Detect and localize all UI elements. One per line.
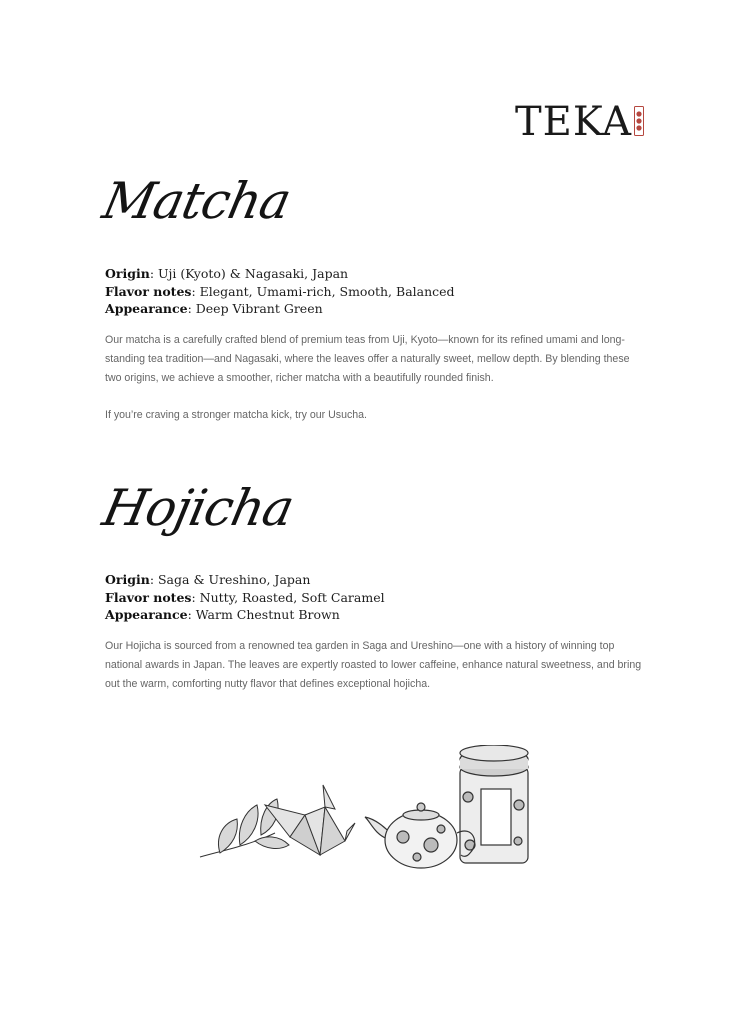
matcha-specs (105, 265, 455, 318)
tea-illustration (195, 745, 540, 875)
matcha-usucha-note: If you’re craving a stronger matcha kick, try our Usucha. (105, 409, 368, 421)
section-title-matcha: Matcha (97, 172, 296, 230)
spec-flavor-notes: Flavor notes: Elegant, Umami-rich, Smooth, Balanced (105, 283, 455, 299)
spec-origin: Origin: Uji (Kyoto) & Nagasaki, Japan (105, 266, 349, 281)
spec-appearance: Appearance: Warm Chestnut Brown (105, 607, 340, 623)
hojicha-description: Our Hojicha is sourced from a renowned tea garden in Saga and Ureshino—one with a history of winning top national awards in Japan. The leaves are expertly roasted to lower caffeine, enhance natural sweetness, and bring out the warm, comforting nutty flavor that defines exceptional hojicha. (105, 640, 642, 691)
spec-appearance: Appearance: Deep Vibrant Green (105, 301, 323, 317)
matcha-description: Our matcha is a carefully crafted blend of premium teas from Uji, Kyoto—known for its refined umami and long-standing tea tradition—and Nagasaki, where the leaves offer a naturally sweet, mellow depth. By blending these two origins, we achieve a smoother, richer matcha with a beautifully rounded finish. (105, 334, 630, 385)
logo-mark-icon (634, 106, 644, 136)
brand-name: TEKA (515, 99, 633, 145)
spec-origin: Origin: Saga & Ureshino, Japan (105, 572, 311, 587)
brand-logo (515, 100, 644, 144)
floral-teapot-icon (365, 803, 475, 868)
section-title-hojicha: Hojicha (97, 479, 299, 537)
hojicha-specs (105, 571, 385, 624)
tea-tin-icon (460, 745, 528, 863)
spec-flavor-notes: Flavor notes: Nutty, Roasted, Soft Caramel (105, 589, 385, 605)
